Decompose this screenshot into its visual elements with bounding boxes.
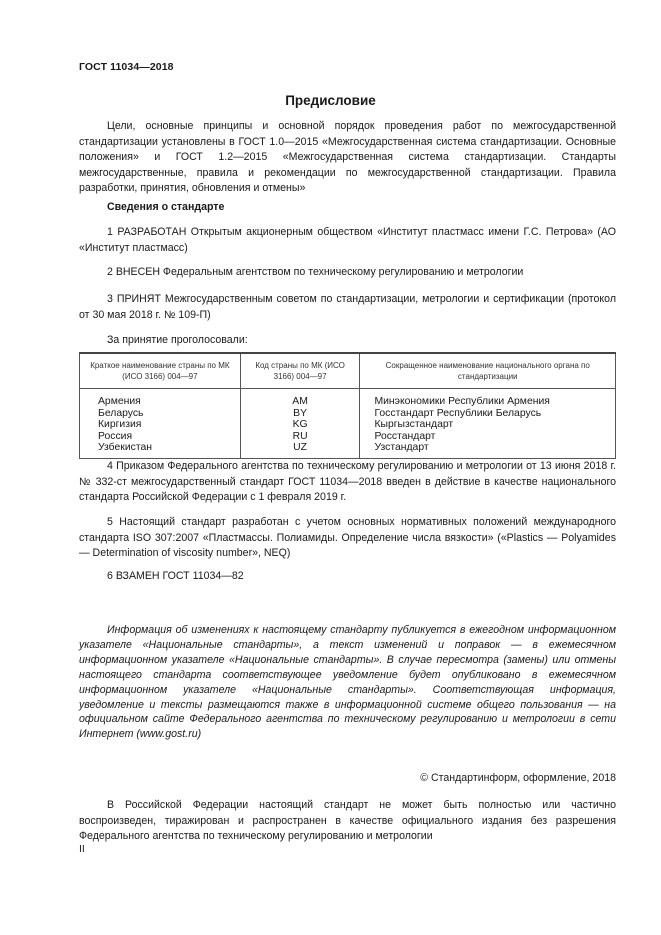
- col-header-code: Код страны по МК (ИСО 3166) 004—97: [240, 353, 360, 389]
- item-1-paragraph: 1 РАЗРАБОТАН Открытым акционерным обществом «Институт пластмасс имени Г.С. Петрова» (АО «Институт пластмасс): [79, 226, 616, 254]
- standards-body: Госстандарт Республики Беларусь: [374, 407, 542, 419]
- item-4-paragraph: 4 Приказом Федерального агентства по техническому регулированию и метрологии от 13 июня 2018 г. № 332-ст межгосударственный стандарт ГОСТ 11034—2018 введен в действие в качестве национального стандарта Российской Федерации с 1 февраля 2019 г.: [79, 460, 616, 503]
- standards-body: Росстандарт: [374, 430, 436, 442]
- col-header-country: Краткое наименование страны по МК (ИСО 3166) 004—97: [80, 353, 241, 389]
- country-name: Армения: [98, 396, 141, 407]
- country-name: Россия: [98, 430, 133, 442]
- country-code: UZ: [293, 442, 308, 453]
- document-code-header: ГОСТ 11034—2018: [79, 61, 174, 73]
- item-5-paragraph: 5 Настоящий стандарт разработан с учетом основных нормативных положений международного стандарта ISO 307:2007 «Пластмассы. Полиамиды. Определение числа вязкости» («Plastics — Polyamides — Determination of viscosity number», NEQ): [79, 516, 616, 559]
- item-3-paragraph: 3 ПРИНЯТ Межгосударственным советом по стандартизации, метрологии и сертификации (протокол от 30 мая 2018 г. № 109-П): [79, 293, 616, 321]
- standards-body: Узстандарт: [374, 442, 429, 453]
- body-column: [360, 389, 616, 459]
- countries-table: [79, 352, 616, 459]
- country-column: [80, 389, 241, 459]
- standards-body: Кыргызстандарт: [374, 419, 454, 430]
- col-header-body: Сокращенное наименование национального органа по стандартизации: [360, 353, 616, 389]
- intro-paragraph: Цели, основные принципы и основной порядок проведения работ по межгосударственной стандартизации установлены в ГОСТ 1.0—2015 «Межгосударственная система стандартизации. Основные положения» и ГОСТ 1.2—2015 «Межгосударственная система стандартизации. Стандарты межгосударственные, правила и рекомендации по межгосударственной стандартизации. Правила разработки, принятия, обновления и отмены»: [79, 120, 616, 194]
- copyright-line: © Стандартинформ, оформление, 2018: [420, 772, 616, 784]
- voted-label: За принятие проголосовали:: [107, 334, 248, 346]
- country-name: Беларусь: [98, 407, 144, 419]
- page-title: Предисловие: [285, 93, 376, 108]
- country-code: AM: [292, 396, 308, 407]
- page-number: II: [79, 843, 85, 855]
- change-notice-paragraph: Информация об изменениях к настоящему стандарту публикуется в ежегодном информационном указателе «Национальные стандарты», а текст изменений и поправок — в ежемесячном информационном указателе «Национальные стандарты». В случае пересмотра (замены) или отмены настоящего стандарта соответствующее уведомление будет опубликовано в ежемесячном информационном указателе «Национальные стандарты». Соответствующая информация, уведомление и тексты размещаются также в информационной системе общего пользования — на официальном сайте Федерального агентства по техническому регулированию и метрологии в сети Интернет (www.gost.ru): [79, 624, 616, 741]
- reproduction-notice: В Российской Федерации настоящий стандарт не может быть полностью или частично воспроизведен, тиражирован и распространен в качестве официального издания без разрешения Федерального агентства по техническому регулированию и метрологии: [79, 799, 616, 842]
- country-name: Киргизия: [98, 419, 142, 430]
- item-2-paragraph: 2 ВНЕСЕН Федеральным агентством по техническому регулированию и метрологии: [107, 266, 524, 278]
- code-column: [240, 389, 360, 459]
- country-code: RU: [292, 430, 308, 442]
- country-name: Узбекистан: [98, 442, 152, 453]
- item-6-paragraph: 6 ВЗАМЕН ГОСТ 11034—82: [107, 570, 244, 582]
- country-code: BY: [293, 407, 308, 419]
- standards-body: Минэкономики Республики Армения: [374, 396, 550, 407]
- table-header-row: [80, 353, 616, 389]
- table-row: [80, 389, 616, 459]
- country-code: KG: [292, 419, 308, 430]
- section-heading: Сведения о стандарте: [107, 201, 225, 213]
